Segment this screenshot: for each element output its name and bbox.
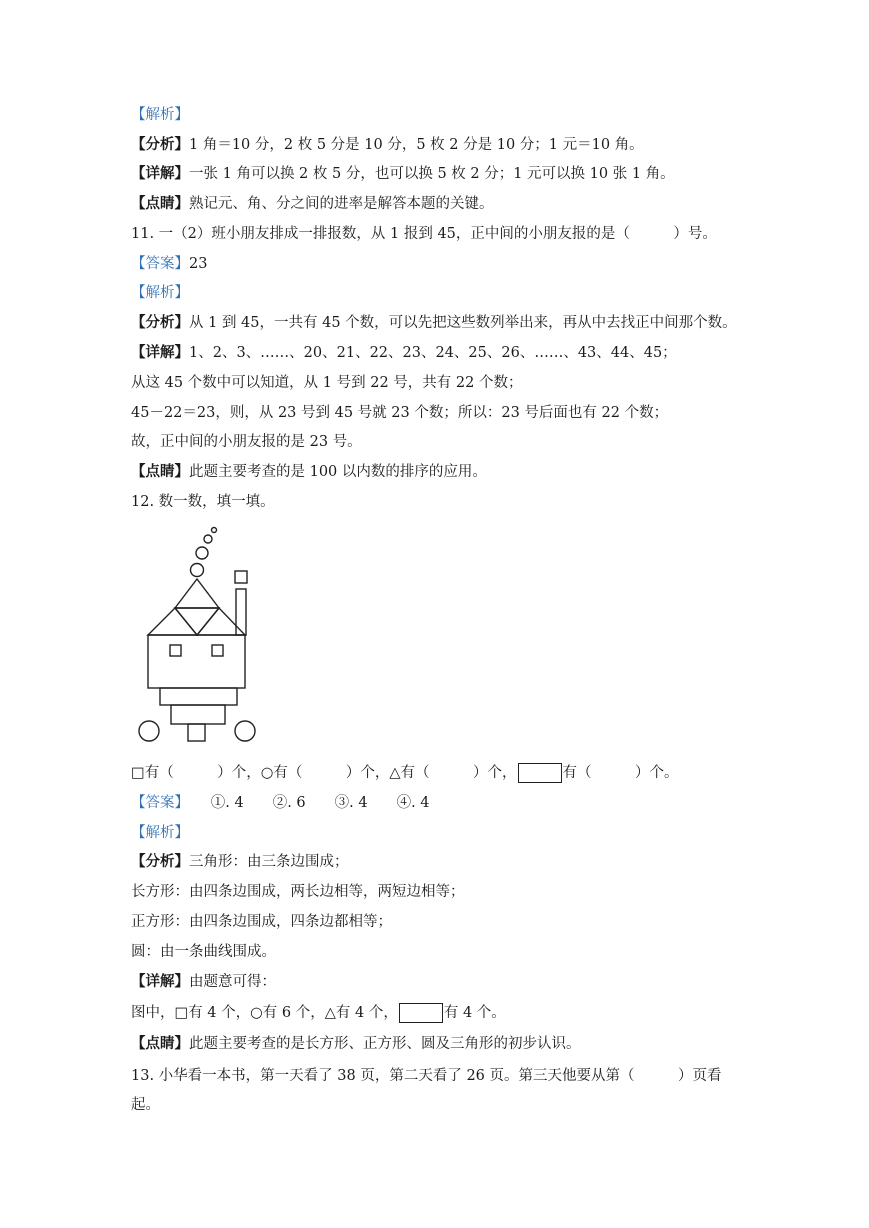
text-line (131, 1003, 506, 1023)
line-text: 13. 小华看一本书，第一天看了 38 页，第二天看了 26 页。第三天他要从第（ ）页看 (131, 1068, 722, 1084)
section-tag: 【详解】 (131, 344, 189, 361)
base-rect-2 (171, 705, 225, 724)
section-tag: 【分析】 (131, 314, 189, 331)
text-line (131, 823, 189, 843)
smoke-circle-3 (196, 547, 208, 559)
line-text: □有（ ）个，○有（ ）个，△有（ ）个， (131, 765, 517, 781)
section-tag: 【详解】 (131, 973, 189, 990)
window-left (170, 645, 181, 656)
section-label: 【答案】 (131, 795, 182, 811)
text-line (131, 343, 677, 363)
line-text: 正方形：由四条边围成，四条边都相等； (131, 914, 392, 930)
line-text: 故，正中间的小朋友报的是 23 号。 (131, 434, 362, 450)
wheel-left (139, 721, 159, 741)
text-line (131, 972, 276, 992)
line-text: 一张 1 角可以换 2 枚 5 分，也可以换 5 枚 2 分；1 元可以换 10 张 1 角。 (189, 166, 675, 182)
roof-triangle-top (175, 579, 219, 608)
line-text: 23 (189, 256, 208, 272)
text-line (131, 852, 349, 872)
window-right (212, 645, 223, 656)
line-text: 11. 一（2）班小朋友排成一排报数，从 1 报到 45，正中间的小朋友报的是（ ）号。 (131, 226, 717, 242)
line-text: 起。 (131, 1097, 160, 1113)
text-line (131, 462, 487, 482)
rectangle-shape (518, 763, 562, 783)
house-body (148, 635, 245, 688)
line-text: 图中，□有 4 个，○有 6 个，△有 4 个， (131, 1005, 398, 1021)
line-text: 长方形：由四条边围成，两长边相等，两短边相等； (131, 884, 465, 900)
roof-triangle-right (197, 608, 245, 635)
wheel-right (235, 721, 255, 741)
text-line (131, 793, 430, 813)
text-line (131, 912, 392, 932)
line-text: ①. 4 ②. 6 ③. 4 ④. 4 (181, 795, 430, 811)
line-text: 从这 45 个数中可以知道，从 1 号到 22 号，共有 22 个数； (131, 375, 523, 391)
section-label: 【解析】 (131, 285, 189, 301)
text-line (131, 763, 679, 783)
line-text: 此题主要考查的是长方形、正方形、圆及三角形的初步认识。 (189, 1036, 581, 1052)
line-text: 有（ ）个。 (562, 765, 679, 781)
base-rect-1 (160, 688, 237, 705)
line-text: 从 1 到 45，一共有 45 个数，可以先把这些数列举出来，再从中去找正中间那个数。 (189, 315, 737, 331)
base-square (188, 724, 205, 741)
section-tag: 【分析】 (131, 853, 189, 870)
text-line (131, 194, 494, 214)
text-line (131, 283, 189, 303)
section-label: 【解析】 (131, 107, 189, 123)
text-line (131, 1066, 722, 1086)
line-text: 三角形：由三条边围成； (189, 854, 349, 870)
text-line (131, 1095, 160, 1115)
line-text: 由题意可得： (189, 974, 276, 990)
section-label: 【答案】 (131, 256, 189, 272)
line-text: 1 角＝10 分，2 枚 5 分是 10 分，5 枚 2 分是 10 分；1 元＝10 角。 (189, 137, 644, 153)
line-text: 圆：由一条曲线围成。 (131, 944, 276, 960)
smoke-circle-2 (204, 535, 212, 543)
text-line (131, 432, 362, 452)
text-line (131, 403, 668, 423)
text-line (131, 135, 644, 155)
section-tag: 【点睛】 (131, 1035, 189, 1052)
section-tag: 【点睛】 (131, 195, 189, 212)
chimney-square (235, 571, 247, 583)
section-tag: 【分析】 (131, 136, 189, 153)
text-line (131, 164, 675, 184)
line-text: 此题主要考查的是 100 以内数的排序的应用。 (189, 464, 487, 480)
text-line (131, 313, 737, 333)
text-line (131, 105, 189, 125)
text-line (131, 224, 717, 244)
line-text: 有 4 个。 (443, 1005, 506, 1021)
line-text: 45－22＝23，则，从 23 号到 45 号就 23 个数；所以：23 号后面也有 22 个数； (131, 405, 669, 421)
text-line (131, 254, 207, 274)
section-tag: 【点睛】 (131, 463, 189, 480)
section-tag: 【详解】 (131, 165, 189, 182)
roof-triangle-middle (175, 608, 219, 635)
section-label: 【解析】 (131, 825, 189, 841)
house-shapes-figure (131, 526, 271, 746)
text-line (131, 373, 522, 393)
roof-triangle-left (148, 608, 197, 635)
text-line (131, 882, 465, 902)
rectangle-shape (399, 1003, 443, 1023)
smoke-circle-4 (191, 564, 204, 577)
text-line (131, 1034, 581, 1054)
smoke-circle-1 (212, 528, 217, 533)
line-text: 1、2、3、……、20、21、22、23、24、25、26、……、43、44、45； (189, 345, 677, 361)
text-line (131, 492, 275, 512)
line-text: 12. 数一数，填一填。 (131, 494, 275, 510)
text-line (131, 942, 276, 962)
line-text: 熟记元、角、分之间的进率是解答本题的关键。 (189, 196, 494, 212)
